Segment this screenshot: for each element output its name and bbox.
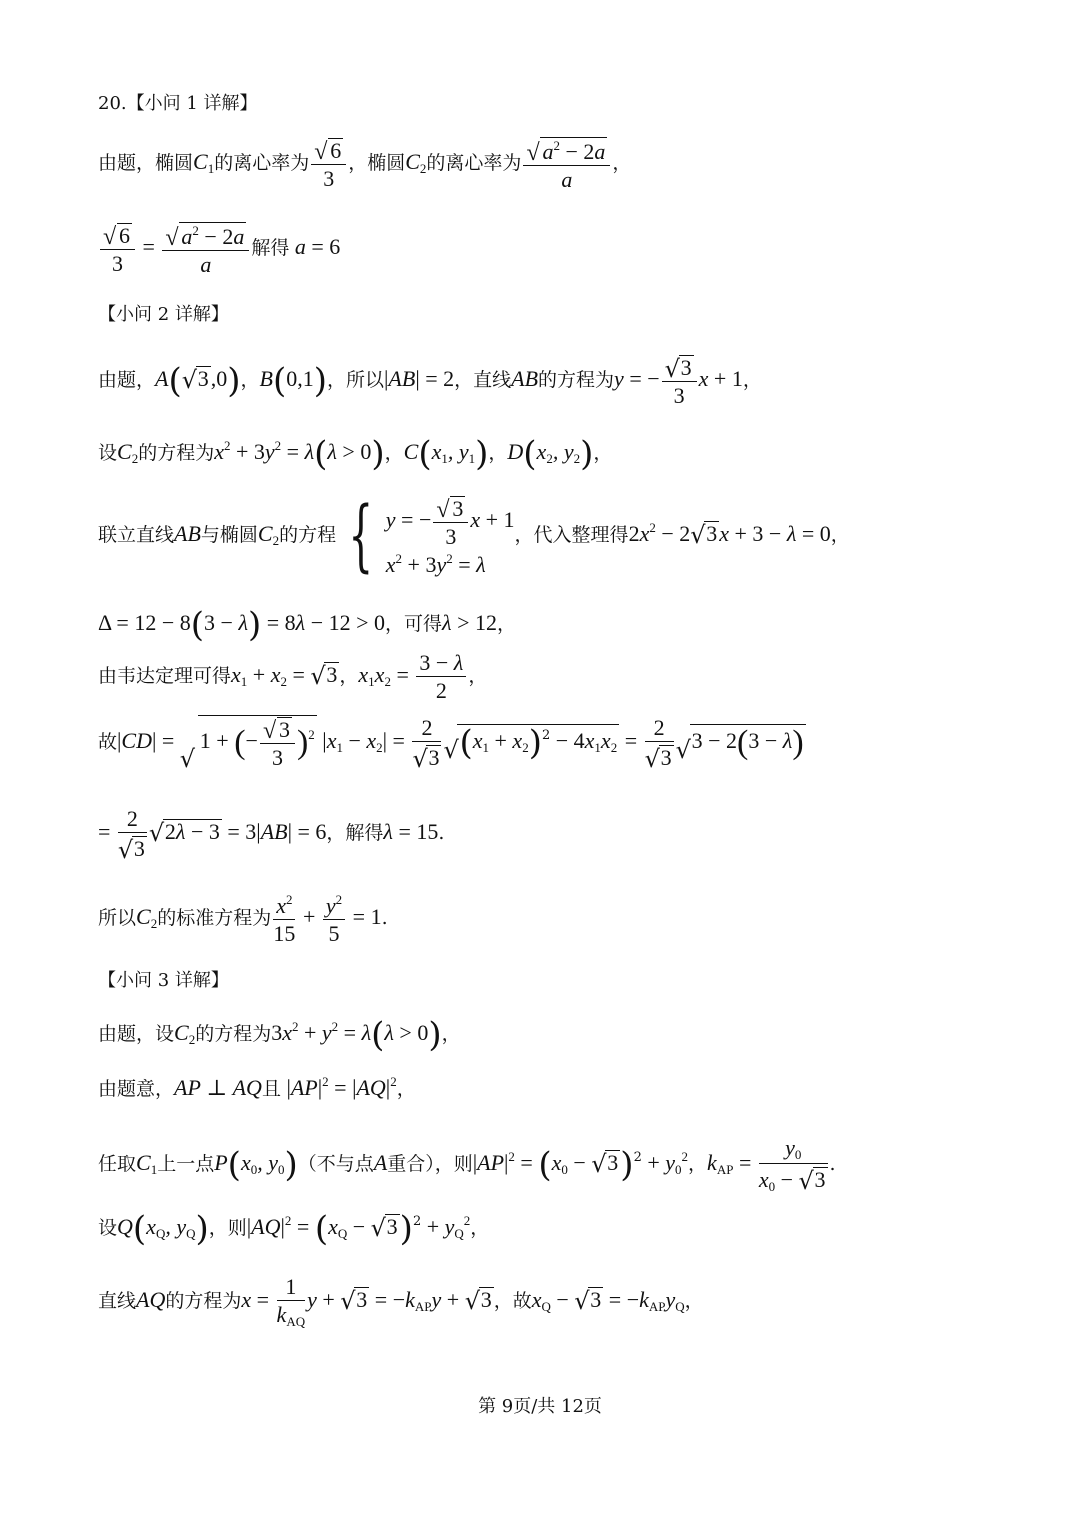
line-set-c2: 设$C_2$的方程为$x^2 + 3y^2 = \lambda(\lambda > 0)$，$C(x_1$, $y_1$)，$D(x_2$, $y_2$)， [98, 434, 613, 474]
line-solve-lambda: = 2 √ 3 √ 2λ − 3 = 3|AB| = 6，解得λ = 15. [98, 808, 444, 860]
line-set-c2-part3: 由题，设$C_2$的方程为$3x^2 + y^2 = \lambda(\lambda > 0)$， [98, 1015, 461, 1055]
heading-part-1: 20.【小问 1 详解】 [98, 93, 258, 114]
line-discriminant: Δ = 12 − 8(3 − λ) = 8λ − 12 > 0，可得λ > 12， [98, 605, 516, 645]
page-footer: 第 9页/共 12页 [478, 1396, 602, 1417]
line-eccentricity: 由题，椭圆$C_1$的离心率为 √ $\frac{6}{3}$ ，椭圆$C_2$的离心率为 √ $\frac{a^2 - 2a}{a}$ ， [98, 137, 631, 191]
line-system: 联立直线AB与椭圆$C_2$的方程 { y = − √ $\frac{3}{3}$ x + 1 $x^2 + 3y^2 = \lambda$ ，代入整理得$2x^2 - 2√$ 3x + 3 − λ = 0， [98, 492, 850, 580]
line-perpendicular: 由题意，AP ⊥ AQ且 $|AP|^2 = |AQ|^2$， [98, 1074, 416, 1100]
line-points-ab: 由题，A(√ 3,0)，B(0,1)，所以|AB| = 2，直线AB的方程为y = − √ $\frac{3}{3}$ x + 1， [98, 355, 762, 407]
line-vieta: 由韦达定理可得$x_1 + x_2$ = √ 3 ，$x_1x_2$ = $\frac{3 - \lambda}{2}$ ， [98, 652, 487, 702]
line-standard-equation: 所以$C_2$的标准方程为 $\frac{x^2}{15}$ + $\frac{y^2}{5}$ = 1. [98, 892, 388, 946]
line-aq-equation: 直线AQ的方程为x = $\frac{1}{k_{AQ}}$ y + √ $3 = -k_{AP}y$ + √ 3 ，故$x_Q$ − √ $3 = -k_{AP}y_Q$， [98, 1276, 704, 1328]
heading-part-2: 【小问 2 详解】 [98, 304, 229, 325]
line-chord-length: 故|CD| = √ 1 + (− √ $\frac{3}{3}$ )$^2$ $|x_1 - x_2|$ = 2 √ 3 √ $(x_1 + x_2)^2 - 4x_1x_2$ = 2 √ 3 √ 3 − 2(3 − λ) [98, 715, 806, 769]
line-point-q: 设$Q(x_Q$, $y_Q$)，则$|AQ|^2 = (x_Q$ − √ $3)^2 + y_Q^2$， [98, 1212, 489, 1246]
line-point-p: 任取$C_1$上一点$P(x_0$, $y_0$)（不与点A重合），则$|AP|^2 = (x_0$ − √ $3)^2 + y_0^2$，$k_{AP}$ = $\frac{y_0}{x_0 - √ 3}$ . [98, 1137, 836, 1193]
line-solve-a: √ $\frac{6}{3}$ = √ $\frac{a^2 - 2a}{a}$ 解得 a = 6 [98, 222, 340, 276]
heading-part-3: 【小问 3 详解】 [98, 970, 229, 991]
